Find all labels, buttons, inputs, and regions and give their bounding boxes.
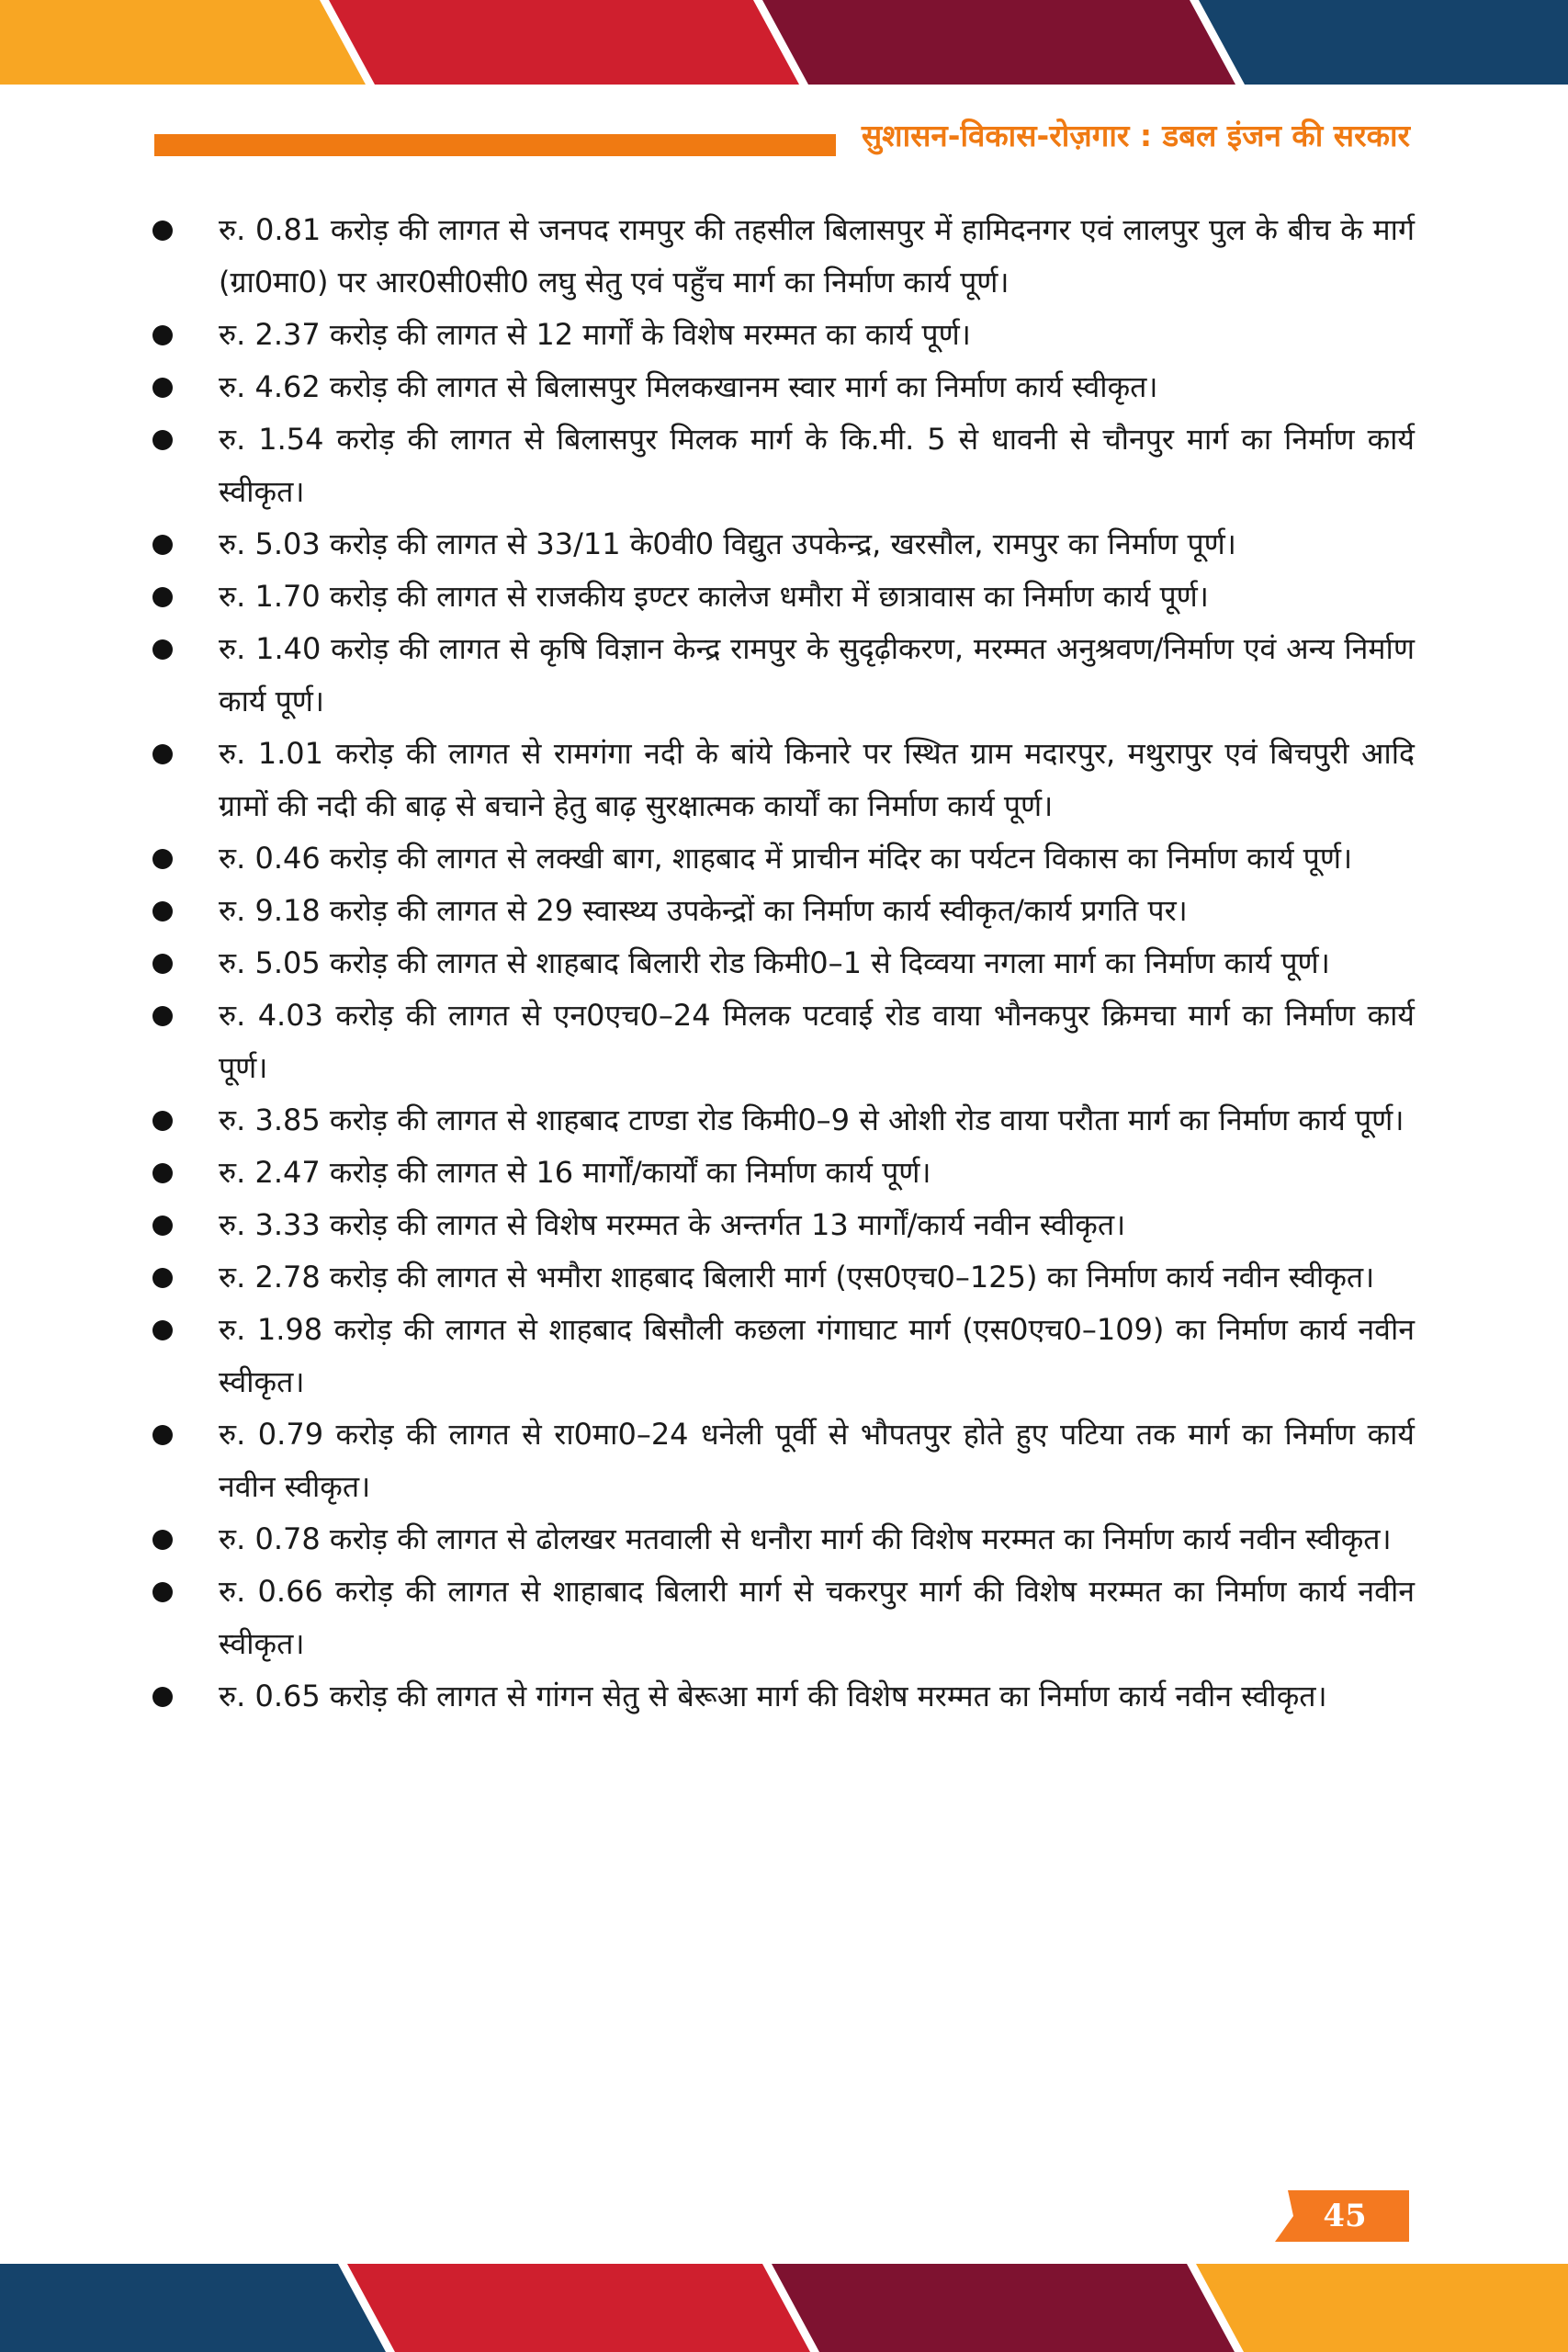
bullet-icon	[152, 1268, 173, 1288]
list-item-text: रु. 1.70 करोड़ की लागत से राजकीय इण्टर कालेज धमौरा में छात्रावास का निर्माण कार्य पूर्ण।	[219, 579, 1209, 614]
list-item	[152, 1513, 1415, 1566]
list-item	[152, 1147, 1415, 1199]
list-item-text: रु. 3.33 करोड़ की लागत से विशेष मरम्मत के अन्तर्गत 13 मार्गों/कार्य नवीन स्वीकृत।	[219, 1207, 1126, 1242]
bullet-icon	[152, 954, 173, 974]
page-number-tab	[1275, 2190, 1409, 2242]
list-item	[152, 1408, 1415, 1513]
bullet-icon	[152, 1530, 173, 1550]
list-item-text: रु. 0.78 करोड़ की लागत से ढोलखर मतवाली से धनौरा मार्ग की विशेष मरम्मत का निर्माण कार्य नवीन स्वीकृत।	[219, 1521, 1392, 1556]
list-item	[152, 623, 1415, 728]
list-item-text: रु. 0.46 करोड़ की लागत से लक्खी बाग, शाहबाद में प्राचीन मंदिर का पर्यटन विकास का निर्माण कार्य पूर्ण।	[219, 841, 1353, 876]
bullet-icon	[152, 1582, 173, 1602]
list-item-text: रु. 5.05 करोड़ की लागत से शाहबाद बिलारी रोड किमी0–1 से दिव्वया नगला मार्ग का निर्माण कार्य पूर्ण।	[219, 945, 1330, 980]
list-item	[152, 571, 1415, 623]
bullet-icon	[152, 901, 173, 922]
list-item	[152, 937, 1415, 989]
bullet-icon	[152, 849, 173, 869]
band-maroon-segment	[772, 2264, 1235, 2352]
list-item	[152, 728, 1415, 832]
list-item	[152, 1304, 1415, 1408]
list-item-text: रु. 0.79 करोड़ की लागत से रा0मा0–24 धनेली पूर्वी से भौपतपुर होते हुए पटिया तक मार्ग का निर्माण कार्य नवीन स्वीकृत।	[219, 1417, 1415, 1504]
bottom-color-band	[0, 2264, 1568, 2352]
list-item	[152, 361, 1415, 413]
band-yellow-segment	[0, 0, 366, 85]
list-item-text: रु. 1.01 करोड़ की लागत से रामगंगा नदी के बांये किनारे पर स्थित ग्राम मदारपुर, मथुरापुर एवं बिचपुरी आदि ग्रामों की नदी की बाढ़ से बचाने हेतु बाढ़ सुरक्षात्मक कार्यों का निर्माण कार्य पूर्ण।	[219, 736, 1415, 823]
bullet-icon	[152, 587, 173, 607]
page-number: 45	[1323, 2198, 1367, 2234]
list-item	[152, 309, 1415, 361]
list-item-text: रु. 9.18 करोड़ की लागत से 29 स्वास्थ्य उपकेन्द्रों का निर्माण कार्य स्वीकृत/कार्य प्रगति पर।	[219, 893, 1188, 928]
bullet-icon	[152, 220, 173, 241]
list-item-text: रु. 3.85 करोड़ की लागत से शाहबाद टाण्डा रोड किमी0–9 से ओशी रोड वाया परौता मार्ग का निर्माण कार्य पूर्ण।	[219, 1102, 1404, 1137]
list-item-text: रु. 1.98 करोड़ की लागत से शाहबाद बिसौली कछला गंगाघाट मार्ग (एस0एच0–109) का निर्माण कार्य नवीन स्वीकृत।	[219, 1312, 1415, 1399]
list-item	[152, 413, 1415, 518]
bullet-icon	[152, 744, 173, 764]
list-item-text: रु. 2.47 करोड़ की लागत से 16 मार्गों/कार्यों का निर्माण कार्य पूर्ण।	[219, 1155, 931, 1190]
list-item-text: रु. 1.40 करोड़ की लागत से कृषि विज्ञान केन्द्र रामपुर के सुदृढ़ीकरण, मरम्मत अनुश्रवण/निर्माण एवं अन्य निर्माण कार्य पूर्ण।	[219, 631, 1415, 718]
list-item	[152, 1670, 1415, 1723]
list-item	[152, 1566, 1415, 1670]
bullet-icon	[152, 1320, 173, 1340]
list-item-text: रु. 2.78 करोड़ की लागत से भमौरा शाहबाद बिलारी मार्ग (एस0एच0–125) का निर्माण कार्य नवीन स्वीकृत।	[219, 1260, 1375, 1295]
bullet-icon	[152, 378, 173, 398]
bullet-icon	[152, 1687, 173, 1707]
bullet-icon	[152, 639, 173, 660]
list-item	[152, 1199, 1415, 1251]
list-item	[152, 204, 1415, 309]
band-yellow-segment	[1196, 2264, 1568, 2352]
list-item-text: रु. 1.54 करोड़ की लागत से बिलासपुर मिलक मार्ग के कि.मी. 5 से धावनी से चौनपुर मार्ग का निर्माण कार्य स्वीकृत।	[219, 422, 1415, 509]
bullet-icon	[152, 430, 173, 450]
project-list	[152, 204, 1415, 1723]
band-maroon-segment	[762, 0, 1235, 85]
list-item	[152, 518, 1415, 571]
list-item	[152, 989, 1415, 1094]
bullet-icon	[152, 1111, 173, 1131]
bullet-icon	[152, 1216, 173, 1236]
list-item-text: रु. 2.37 करोड़ की लागत से 12 मार्गों के विशेष मरम्मत का कार्य पूर्ण।	[219, 317, 971, 352]
bullet-icon	[152, 1163, 173, 1183]
band-red-segment	[347, 2264, 810, 2352]
header-accent-rule	[154, 134, 836, 156]
list-item	[152, 1094, 1415, 1147]
bullet-icon	[152, 1425, 173, 1445]
list-item-text: रु. 4.62 करोड़ की लागत से बिलासपुर मिलकखानम स्वार मार्ग का निर्माण कार्य स्वीकृत।	[219, 369, 1158, 404]
band-red-segment	[329, 0, 799, 85]
bullet-icon	[152, 325, 173, 345]
list-item-text: रु. 0.81 करोड़ की लागत से जनपद रामपुर की तहसील बिलासपुर में हामिदनगर एवं लालपुर पुल के बीच के मार्ग (ग्रा0मा0) पर आर0सी0सी0 लघु सेतु एवं पहुँच मार्ग का निर्माण कार्य पूर्ण।	[219, 212, 1415, 300]
band-navy-segment	[1199, 0, 1568, 85]
page-header-title: सुशासन-विकास-रोज़गार : डबल इंजन की सरकार	[861, 118, 1410, 153]
list-item-text: रु. 0.66 करोड़ की लागत से शाहाबाद बिलारी मार्ग से चकरपुर मार्ग की विशेष मरम्मत का निर्माण कार्य नवीन स्वीकृत।	[219, 1574, 1415, 1661]
band-navy-segment	[0, 2264, 386, 2352]
list-item	[152, 832, 1415, 885]
list-item-text: रु. 4.03 करोड़ की लागत से एन0एच0–24 मिलक पटवाई रोड वाया भौनकपुर क्रिमचा मार्ग का निर्माण कार्य पूर्ण।	[219, 998, 1415, 1085]
list-item-text: रु. 0.65 करोड़ की लागत से गांगन सेतु से बेरूआ मार्ग की विशेष मरम्मत का निर्माण कार्य नवीन स्वीकृत।	[219, 1679, 1327, 1713]
list-item	[152, 885, 1415, 937]
top-color-band	[0, 0, 1568, 85]
bullet-icon	[152, 1006, 173, 1026]
bullet-icon	[152, 535, 173, 555]
list-item-text: रु. 5.03 करोड़ की लागत से 33/11 के0वी0 विद्युत उपकेन्द्र, खरसौल, रामपुर का निर्माण पूर्ण।	[219, 526, 1236, 561]
list-item	[152, 1251, 1415, 1304]
